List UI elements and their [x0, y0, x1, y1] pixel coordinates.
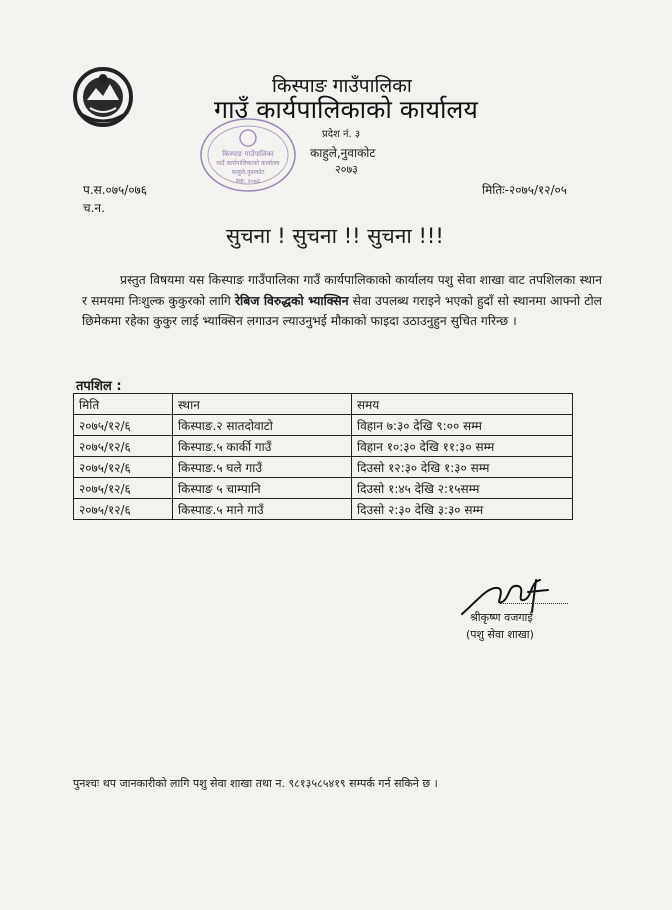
dispatch-number: च.न.	[83, 201, 105, 215]
svg-text:किस्पाङ गाउँपालिका: किस्पाङ गाउँपालिका	[222, 150, 274, 158]
office-round-stamp-icon	[198, 116, 298, 194]
province-number: प्रदेश नं. ३	[322, 129, 361, 140]
cell-time: विहान ७:३० देखि ९:०० सम्म	[352, 415, 573, 436]
notice-body-part1: प्रस्तुत विषयमा यस किस्पाङ गाउँपालिका गाउँ कार्यपालिकाको कार्यालय पशु सेवा शाखा वाट तपशिलका स्थान र समयमा निःशुल्क कुकुरको लागि	[82, 273, 602, 308]
cell-place: किस्पाङ.५ माने गाउँ	[173, 499, 352, 520]
cell-time: दिउसो १:४५ देखि २:१५सम्म	[352, 478, 573, 499]
column-header-time: समय	[352, 394, 573, 415]
notice-body	[82, 270, 602, 332]
office-name: गाउँ कार्यपालिकाको कार्यालय	[214, 95, 478, 124]
table-header-row	[74, 394, 573, 415]
cell-date: २०७५/१२/६	[74, 415, 173, 436]
column-header-place: स्थान	[173, 394, 352, 415]
notice-title: सुचना ! सुचना !! सुचना !!!	[226, 224, 444, 248]
cell-date: २०७५/१२/६	[74, 457, 173, 478]
notice-body-bold: रेबिज विरुद्धको भ्याक्सिन	[234, 293, 349, 308]
signer-name: श्रीकृष्ण वजगाई	[470, 611, 533, 624]
notice-date: मितिः-२०७५/१२/०५	[482, 183, 567, 197]
cell-time: दिउसो १२:३० देखि १:३० सम्म	[352, 457, 573, 478]
details-label: तपशिल :	[76, 379, 122, 394]
cell-date: २०७५/१२/६	[74, 436, 173, 457]
cell-date: २०७५/१२/६	[74, 499, 173, 520]
nepal-government-emblem-icon	[72, 66, 134, 128]
notice-body-part2: सेवा उपलब्ध गराइने भएको हुदाँ सो स्थानमा आफ्नो टोल छिमेकमा रहेका कुकुर लाई भ्याक्सिन लगाउन ल्याउनुभई मौकाको फाइदा उठाउनुहुन सुचित गरिन्छ ।	[82, 293, 602, 328]
municipality-name: किस्पाङ गाउँपालिका	[272, 75, 412, 97]
cell-place: किस्पाङ ५ चाम्पानि	[173, 478, 352, 499]
table-row	[74, 478, 573, 499]
signer-department: (पशु सेवा शाखा)	[466, 628, 534, 641]
reference-number: प.स.०७५/०७६	[83, 183, 148, 197]
cell-time: दिउसो २:३० देखि ३:३० सम्म	[352, 499, 573, 520]
schedule-table	[73, 393, 573, 520]
office-address: काहुले,नुवाकोट	[310, 146, 376, 160]
signature-line	[500, 603, 568, 604]
svg-text:काहुले,नुवाकोट: काहुले,नुवाकोट	[231, 169, 265, 176]
established-year: २०७३	[335, 163, 358, 176]
postscript: पुनश्चः थप जानकारीको लागि पशु सेवा शाखा तथा न. ९८१३५८५४१९ सम्पर्क गर्न सकिने छ ।	[73, 777, 438, 790]
column-header-date: मिति	[74, 394, 173, 415]
table-row	[74, 415, 573, 436]
cell-place: किस्पाङ.५ घले गाउँ	[173, 457, 352, 478]
cell-time: विहान १०:३० देखि ११:३० सम्म	[352, 436, 573, 457]
table-row	[74, 499, 573, 520]
svg-text:गाउँ कार्यपालिकाको कार्यालय: गाउँ कार्यपालिकाको कार्यालय	[216, 160, 280, 167]
table-row	[74, 457, 573, 478]
table-row	[74, 436, 573, 457]
cell-place: किस्पाङ.५ कार्की गाउँ	[173, 436, 352, 457]
svg-text:स्था: २०७३: स्था: २०७३	[235, 178, 261, 185]
cell-place: किस्पाङ.२ सातदोवाटो	[173, 415, 352, 436]
cell-date: २०७५/१२/६	[74, 478, 173, 499]
